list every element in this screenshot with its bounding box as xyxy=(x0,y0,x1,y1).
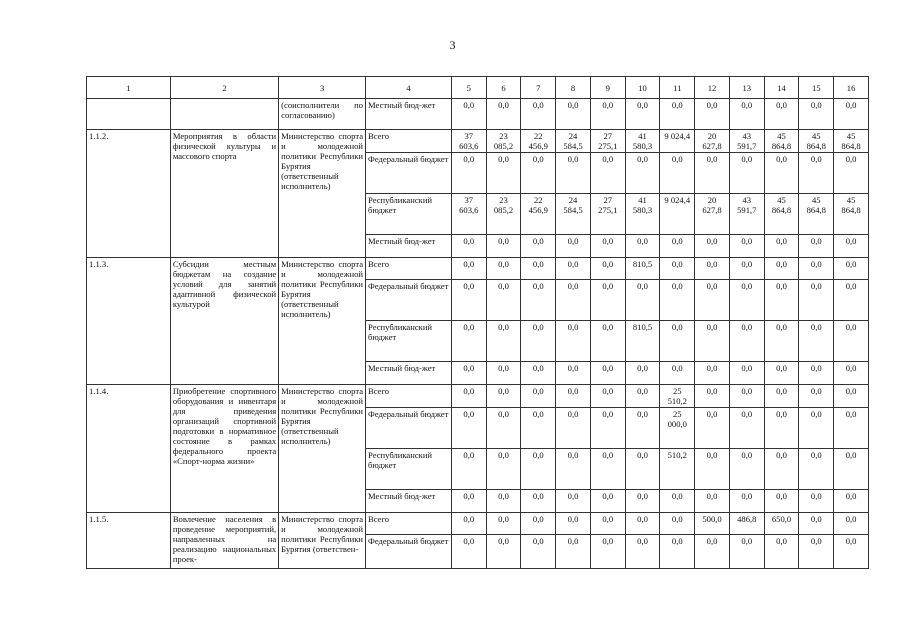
amount-cell: 25 510,2 xyxy=(660,385,695,408)
item-executor: Министерство спорта и молодежной политики Республики Бурятия (ответственный исполнитель) xyxy=(279,385,366,513)
amount-cell: 0,0 xyxy=(799,258,834,280)
amount-cell: 500,0 xyxy=(695,513,730,535)
item-executor: Министерство спорта и молодежной политики Республики Бурятия (ответствен- xyxy=(279,513,366,569)
amount-cell: 0,0 xyxy=(799,449,834,490)
amount-cell: 0,0 xyxy=(451,321,486,362)
column-number: 13 xyxy=(729,77,764,99)
funding-source: Местный бюд-жет xyxy=(366,99,452,130)
column-number: 1 xyxy=(87,77,171,99)
amount-cell: 0,0 xyxy=(451,258,486,280)
amount-cell: 0,0 xyxy=(451,362,486,385)
amount-cell: 0,0 xyxy=(486,280,521,321)
budget-row xyxy=(87,385,869,408)
amount-cell: 0,0 xyxy=(764,385,799,408)
budget-table-body xyxy=(87,77,869,569)
amount-cell: 0,0 xyxy=(834,258,869,280)
amount-cell: 0,0 xyxy=(834,280,869,321)
amount-cell: 0,0 xyxy=(764,153,799,194)
amount-cell: 0,0 xyxy=(764,258,799,280)
amount-cell: 810,5 xyxy=(625,258,660,280)
amount-cell: 0,0 xyxy=(451,99,486,130)
amount-cell: 0,0 xyxy=(625,235,660,258)
item-code: 1.1.4. xyxy=(87,385,171,513)
amount-cell: 510,2 xyxy=(660,449,695,490)
amount-cell: 0,0 xyxy=(486,362,521,385)
amount-cell: 0,0 xyxy=(660,490,695,513)
amount-cell: 0,0 xyxy=(660,99,695,130)
amount-cell: 0,0 xyxy=(660,321,695,362)
amount-cell: 0,0 xyxy=(625,362,660,385)
amount-cell: 45 864,8 xyxy=(764,130,799,153)
amount-cell: 23 085,2 xyxy=(486,194,521,235)
amount-cell: 0,0 xyxy=(451,513,486,535)
amount-cell: 0,0 xyxy=(556,408,591,449)
amount-cell: 0,0 xyxy=(764,321,799,362)
item-title-cell xyxy=(170,99,278,130)
amount-cell: 0,0 xyxy=(521,280,556,321)
amount-cell: 0,0 xyxy=(834,490,869,513)
column-number: 15 xyxy=(799,77,834,99)
amount-cell: 0,0 xyxy=(764,235,799,258)
amount-cell: 0,0 xyxy=(556,235,591,258)
column-number: 3 xyxy=(279,77,366,99)
amount-cell: 0,0 xyxy=(556,513,591,535)
amount-cell: 0,0 xyxy=(729,449,764,490)
funding-source: Всего xyxy=(366,385,452,408)
amount-cell: 0,0 xyxy=(556,258,591,280)
amount-cell: 20 627,8 xyxy=(695,194,730,235)
amount-cell: 45 864,8 xyxy=(799,130,834,153)
item-title: Мероприятия в области физической культуры и массового спорта xyxy=(170,130,278,258)
amount-cell: 0,0 xyxy=(695,153,730,194)
amount-cell: 0,0 xyxy=(695,535,730,569)
executor-cell: (соисполнители по согласованию) xyxy=(279,99,366,130)
amount-cell: 0,0 xyxy=(590,99,625,130)
amount-cell: 0,0 xyxy=(834,513,869,535)
item-executor: Министерство спорта и молодежной политики Республики Бурятия (ответственный исполнитель) xyxy=(279,130,366,258)
amount-cell: 0,0 xyxy=(521,321,556,362)
amount-cell: 0,0 xyxy=(695,408,730,449)
amount-cell: 0,0 xyxy=(486,235,521,258)
amount-cell: 0,0 xyxy=(521,153,556,194)
amount-cell: 0,0 xyxy=(834,449,869,490)
amount-cell: 24 584,5 xyxy=(556,194,591,235)
amount-cell: 0,0 xyxy=(834,153,869,194)
column-number: 8 xyxy=(556,77,591,99)
amount-cell: 0,0 xyxy=(695,385,730,408)
amount-cell: 0,0 xyxy=(556,99,591,130)
amount-cell: 0,0 xyxy=(834,385,869,408)
amount-cell: 0,0 xyxy=(486,490,521,513)
amount-cell: 486,8 xyxy=(729,513,764,535)
item-code: 1.1.5. xyxy=(87,513,171,569)
amount-cell: 27 275,1 xyxy=(590,130,625,153)
amount-cell: 0,0 xyxy=(660,513,695,535)
amount-cell: 0,0 xyxy=(799,99,834,130)
amount-cell: 0,0 xyxy=(764,362,799,385)
amount-cell: 0,0 xyxy=(625,408,660,449)
amount-cell: 0,0 xyxy=(486,321,521,362)
amount-cell: 0,0 xyxy=(556,321,591,362)
amount-cell: 0,0 xyxy=(625,535,660,569)
amount-cell: 0,0 xyxy=(590,258,625,280)
funding-source: Федеральный бюджет xyxy=(366,280,452,321)
column-number: 2 xyxy=(170,77,278,99)
funding-source: Федеральный бюджет xyxy=(366,408,452,449)
amount-cell: 0,0 xyxy=(486,408,521,449)
amount-cell: 0,0 xyxy=(660,235,695,258)
amount-cell: 0,0 xyxy=(799,408,834,449)
amount-cell: 0,0 xyxy=(486,153,521,194)
amount-cell: 0,0 xyxy=(486,258,521,280)
amount-cell: 0,0 xyxy=(556,280,591,321)
amount-cell: 0,0 xyxy=(799,321,834,362)
amount-cell: 0,0 xyxy=(590,362,625,385)
amount-cell: 0,0 xyxy=(521,513,556,535)
amount-cell: 0,0 xyxy=(590,235,625,258)
amount-cell: 0,0 xyxy=(764,490,799,513)
amount-cell: 0,0 xyxy=(799,362,834,385)
amount-cell: 0,0 xyxy=(660,258,695,280)
amount-cell: 0,0 xyxy=(729,362,764,385)
amount-cell: 0,0 xyxy=(486,99,521,130)
column-number: 14 xyxy=(764,77,799,99)
amount-cell: 41 580,3 xyxy=(625,194,660,235)
amount-cell: 650,0 xyxy=(764,513,799,535)
amount-cell: 0,0 xyxy=(799,280,834,321)
amount-cell: 0,0 xyxy=(695,490,730,513)
amount-cell: 0,0 xyxy=(590,449,625,490)
column-number: 9 xyxy=(590,77,625,99)
amount-cell: 0,0 xyxy=(556,385,591,408)
amount-cell: 0,0 xyxy=(590,321,625,362)
funding-source: Федеральный бюджет xyxy=(366,535,452,569)
amount-cell: 0,0 xyxy=(451,449,486,490)
column-number: 16 xyxy=(834,77,869,99)
amount-cell: 0,0 xyxy=(799,153,834,194)
amount-cell: 0,0 xyxy=(521,99,556,130)
column-number: 12 xyxy=(695,77,730,99)
amount-cell: 0,0 xyxy=(695,449,730,490)
amount-cell: 0,0 xyxy=(556,362,591,385)
amount-cell: 0,0 xyxy=(590,280,625,321)
amount-cell: 0,0 xyxy=(729,235,764,258)
amount-cell: 20 627,8 xyxy=(695,130,730,153)
amount-cell: 0,0 xyxy=(729,535,764,569)
amount-cell: 43 591,7 xyxy=(729,194,764,235)
amount-cell: 45 864,8 xyxy=(799,194,834,235)
amount-cell: 0,0 xyxy=(556,535,591,569)
funding-source: Всего xyxy=(366,130,452,153)
amount-cell: 37 603,6 xyxy=(451,194,486,235)
amount-cell: 0,0 xyxy=(834,362,869,385)
amount-cell: 0,0 xyxy=(451,153,486,194)
amount-cell: 0,0 xyxy=(660,153,695,194)
amount-cell: 27 275,1 xyxy=(590,194,625,235)
amount-cell: 43 591,7 xyxy=(729,130,764,153)
amount-cell: 0,0 xyxy=(660,362,695,385)
amount-cell: 0,0 xyxy=(451,535,486,569)
amount-cell: 0,0 xyxy=(451,235,486,258)
amount-cell: 0,0 xyxy=(729,385,764,408)
amount-cell: 0,0 xyxy=(729,280,764,321)
amount-cell: 0,0 xyxy=(764,408,799,449)
budget-table xyxy=(86,76,869,569)
amount-cell: 0,0 xyxy=(451,385,486,408)
amount-cell: 0,0 xyxy=(521,235,556,258)
column-number: 5 xyxy=(451,77,486,99)
amount-cell: 0,0 xyxy=(729,408,764,449)
amount-cell: 45 864,8 xyxy=(834,194,869,235)
amount-cell: 0,0 xyxy=(695,258,730,280)
funding-source: Республиканский бюджет xyxy=(366,321,452,362)
amount-cell: 0,0 xyxy=(764,449,799,490)
amount-cell: 0,0 xyxy=(729,153,764,194)
item-code: 1.1.2. xyxy=(87,130,171,258)
amount-cell: 0,0 xyxy=(486,513,521,535)
amount-cell: 0,0 xyxy=(451,408,486,449)
amount-cell: 0,0 xyxy=(451,280,486,321)
column-number: 10 xyxy=(625,77,660,99)
amount-cell: 0,0 xyxy=(695,362,730,385)
amount-cell: 22 456,9 xyxy=(521,130,556,153)
amount-cell: 0,0 xyxy=(486,535,521,569)
amount-cell: 9 024,4 xyxy=(660,130,695,153)
amount-cell: 0,0 xyxy=(451,490,486,513)
amount-cell: 0,0 xyxy=(625,153,660,194)
item-code-cell xyxy=(87,99,171,130)
amount-cell: 0,0 xyxy=(590,490,625,513)
amount-cell: 0,0 xyxy=(695,321,730,362)
amount-cell: 0,0 xyxy=(590,153,625,194)
funding-source: Местный бюд-жет xyxy=(366,490,452,513)
amount-cell: 0,0 xyxy=(486,385,521,408)
amount-cell: 0,0 xyxy=(521,408,556,449)
amount-cell: 24 584,5 xyxy=(556,130,591,153)
funding-source: Всего xyxy=(366,513,452,535)
column-number: 7 xyxy=(521,77,556,99)
amount-cell: 0,0 xyxy=(556,153,591,194)
amount-cell: 0,0 xyxy=(834,535,869,569)
amount-cell: 23 085,2 xyxy=(486,130,521,153)
item-title: Приобретение спортивного оборудования и инвентаря для приведения организаций спортивной подготовки в нормативное состояние в рамках федерального проекта «Спорт-норма жизни» xyxy=(170,385,278,513)
amount-cell: 0,0 xyxy=(521,490,556,513)
amount-cell: 0,0 xyxy=(764,535,799,569)
item-title: Вовлечение населения в проведение мероприятий, направленных на реализацию национальных проек- xyxy=(170,513,278,569)
amount-cell: 0,0 xyxy=(625,99,660,130)
amount-cell: 0,0 xyxy=(799,385,834,408)
funding-source: Местный бюд-жет xyxy=(366,362,452,385)
funding-source: Республиканский бюджет xyxy=(366,449,452,490)
amount-cell: 0,0 xyxy=(799,235,834,258)
amount-cell: 0,0 xyxy=(834,235,869,258)
amount-cell: 41 580,3 xyxy=(625,130,660,153)
amount-cell: 0,0 xyxy=(486,449,521,490)
amount-cell: 810,5 xyxy=(625,321,660,362)
amount-cell: 0,0 xyxy=(590,513,625,535)
item-code: 1.1.3. xyxy=(87,258,171,385)
amount-cell: 0,0 xyxy=(590,535,625,569)
amount-cell: 0,0 xyxy=(660,535,695,569)
column-number: 11 xyxy=(660,77,695,99)
column-number: 4 xyxy=(366,77,452,99)
amount-cell: 0,0 xyxy=(625,513,660,535)
amount-cell: 45 864,8 xyxy=(834,130,869,153)
amount-cell: 0,0 xyxy=(764,99,799,130)
amount-cell: 0,0 xyxy=(799,513,834,535)
amount-cell: 0,0 xyxy=(695,235,730,258)
amount-cell: 0,0 xyxy=(625,449,660,490)
amount-cell: 0,0 xyxy=(764,280,799,321)
amount-cell: 0,0 xyxy=(729,258,764,280)
budget-row xyxy=(87,258,869,280)
amount-cell: 0,0 xyxy=(625,490,660,513)
funding-source: Всего xyxy=(366,258,452,280)
amount-cell: 0,0 xyxy=(521,535,556,569)
amount-cell: 0,0 xyxy=(695,99,730,130)
funding-source: Местный бюд-жет xyxy=(366,235,452,258)
budget-row xyxy=(87,130,869,153)
item-executor: Министерство спорта и молодежной политики Республики Бурятия (ответственный исполнитель) xyxy=(279,258,366,385)
amount-cell: 0,0 xyxy=(590,408,625,449)
column-number-row xyxy=(87,77,869,99)
page-number: 3 xyxy=(449,38,456,52)
amount-cell: 0,0 xyxy=(729,99,764,130)
amount-cell: 0,0 xyxy=(660,280,695,321)
amount-cell: 0,0 xyxy=(521,258,556,280)
amount-cell: 0,0 xyxy=(834,321,869,362)
funding-source: Федеральный бюджет xyxy=(366,153,452,194)
amount-cell: 0,0 xyxy=(729,321,764,362)
amount-cell: 45 864,8 xyxy=(764,194,799,235)
amount-cell: 0,0 xyxy=(625,385,660,408)
amount-cell: 37 603,6 xyxy=(451,130,486,153)
amount-cell: 9 024,4 xyxy=(660,194,695,235)
amount-cell: 0,0 xyxy=(521,362,556,385)
amount-cell: 0,0 xyxy=(556,449,591,490)
amount-cell: 25 000,0 xyxy=(660,408,695,449)
amount-cell: 0,0 xyxy=(799,490,834,513)
budget-row xyxy=(87,513,869,535)
amount-cell: 0,0 xyxy=(729,490,764,513)
amount-cell: 0,0 xyxy=(799,535,834,569)
amount-cell: 0,0 xyxy=(556,490,591,513)
amount-cell: 0,0 xyxy=(834,408,869,449)
amount-cell: 0,0 xyxy=(521,385,556,408)
continuation-row xyxy=(87,99,869,130)
amount-cell: 0,0 xyxy=(625,280,660,321)
column-number: 6 xyxy=(486,77,521,99)
amount-cell: 0,0 xyxy=(695,280,730,321)
amount-cell: 0,0 xyxy=(590,385,625,408)
item-title: Субсидии местным бюджетам на создание условий для занятий адаптивной физической культурой xyxy=(170,258,278,385)
amount-cell: 0,0 xyxy=(834,99,869,130)
amount-cell: 22 456,9 xyxy=(521,194,556,235)
amount-cell: 0,0 xyxy=(521,449,556,490)
funding-source: Республиканский бюджет xyxy=(366,194,452,235)
